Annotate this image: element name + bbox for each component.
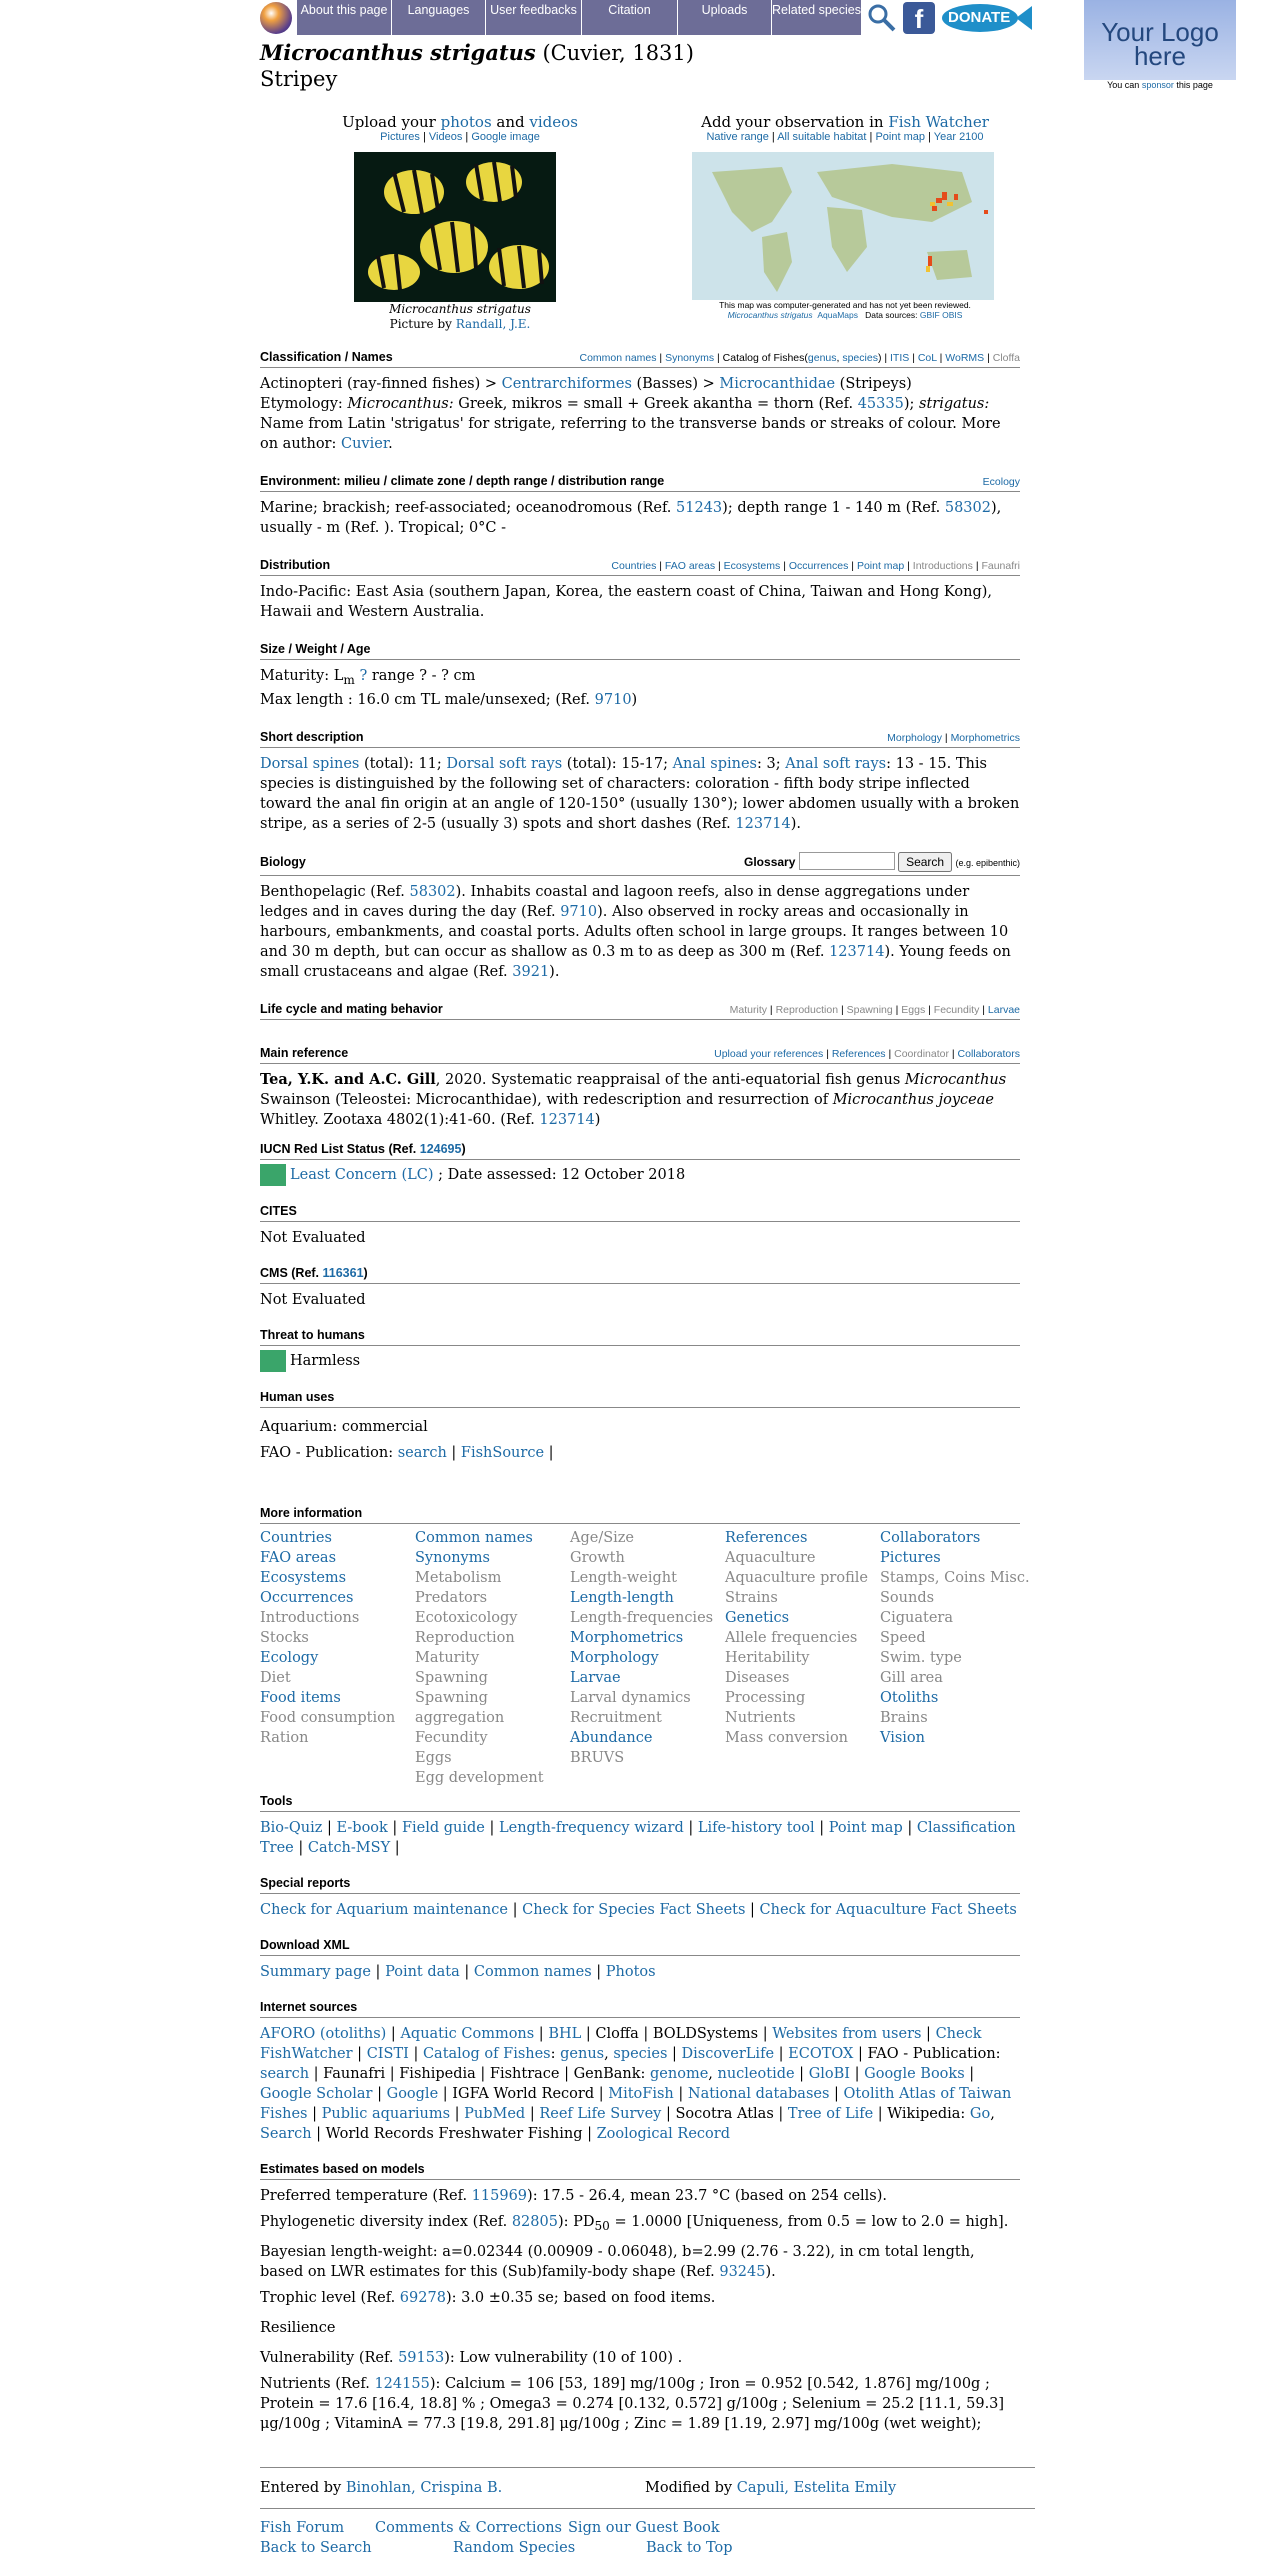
videos-link[interactable]: videos: [529, 113, 578, 131]
larvae-link[interactable]: Larvae: [987, 1003, 1020, 1016]
page-title: Microcanthus strigatus (Cuvier, 1831) Stripey: [260, 40, 694, 91]
biology-section: [260, 852, 1020, 982]
more-info-item: Mass conversion: [725, 1729, 849, 1746]
countries-link[interactable]: Countries: [611, 560, 657, 572]
fao-publication-line: FAO - Publication: search | FishSource |: [260, 1444, 554, 1461]
more-info-item: Recruitment: [570, 1709, 662, 1726]
glossary-label: Glossary: [744, 854, 796, 869]
internet-source-text: |: [534, 2025, 549, 2042]
internet-source-text: | IGFA World Record |: [438, 2085, 609, 2102]
main-reference-text: Tea, Y.K. and A.C. Gill, 2020. Systematic reappraisal of the anti-equatorial fish genus Microcanthus Swainson (Teleostei: Microcanthidae), with redescription and resurrection of Microcanthus joyceae Whitley. Zootaxa 4802(1):41-60. (Ref. 123714): [260, 1070, 1007, 1128]
map-note: This map was computer-generated and has not yet been reviewed. Microcanthus strigatus AquaMaps Data sources: GBIF OBIS: [719, 300, 971, 320]
modified-by-link[interactable]: Capuli, Estelita Emily: [736, 2480, 897, 2496]
max-length-line: Max length : 16.0 cm TL male/unsexed; (Ref. 9710): [260, 691, 638, 708]
internet-source-link[interactable]: Google Books: [864, 2065, 965, 2082]
family-link[interactable]: Microcanthidae: [719, 376, 836, 392]
internet-source-text: |: [408, 2045, 423, 2062]
internet-source-text: | FAO - Publication:: [853, 2045, 1001, 2062]
cms-heading: CMS (Ref. 116361): [260, 1265, 368, 1280]
point-map-link[interactable]: Point map: [875, 131, 925, 143]
comments-corrections-link[interactable]: Comments & Corrections: [375, 2520, 562, 2536]
more-info-item[interactable]: Length-length: [570, 1589, 674, 1606]
back-to-top-link[interactable]: Back to Top: [646, 2540, 733, 2556]
more-info-item: Heritability: [725, 1649, 810, 1666]
vulnerability: Vulnerability (Ref. 59153): Low vulnerability (10 of 100) .: [260, 2349, 683, 2366]
ref-link[interactable]: 59153: [398, 2349, 445, 2366]
more-info-item: Sounds: [880, 1589, 935, 1606]
more-info-item: Spawning aggregation: [415, 1689, 505, 1726]
more-info-item[interactable]: Ecology: [260, 1649, 319, 1666]
more-info-item: Speed: [880, 1629, 926, 1646]
donate-button[interactable]: DONATE: [940, 2, 1032, 34]
internet-source-link[interactable]: Tree of Life: [787, 2105, 874, 2122]
more-info-column: [260, 1528, 415, 1788]
internet-source-link[interactable]: Check FishWatcher: [260, 2025, 982, 2062]
ref-link[interactable]: 45335: [857, 396, 904, 412]
threat-section: [260, 1328, 1020, 1372]
point-map-link[interactable]: Point map: [856, 560, 905, 572]
classification-heading: Classification / Names: [260, 350, 393, 364]
tab-related-species[interactable]: Related species: [772, 0, 862, 35]
environment-text: Marine; brackish; reef-associated; oceanodromous (Ref. 51243); depth range 1 - 140 m (Ref. 58302), usually - m (Ref. ). Tropical; 0°C -: [260, 500, 1002, 536]
internet-sources-heading: Internet sources: [260, 1999, 358, 2014]
fish-watcher-link[interactable]: Fish Watcher: [888, 113, 989, 131]
ref-link[interactable]: 123714: [539, 1111, 595, 1128]
environment-section: [260, 474, 1020, 538]
sponsor-note: You can sponsor this page: [1107, 80, 1213, 90]
more-info-item[interactable]: Morphology: [570, 1649, 659, 1666]
entered-by-link[interactable]: Binohlan, Crispina B.: [345, 2480, 503, 2496]
biology-text: Benthopelagic (Ref. 58302). Inhabits coastal and lagoon reefs, also in dense aggregations under ledges and in caves during the day (Ref. 9710). Also observed in rocky areas and occasionally in harbours, embankments, and coastal ports. Adults often school in large groups. It ranges between 10 and 30 m depth, but can occur as shallow as 0.3 m to as deep as 300 m (Ref. 123714). Young feeds on small crustaceans and algae (Ref. 3921).: [260, 883, 1011, 980]
tools-link[interactable]: E-book: [336, 1819, 388, 1836]
internet-source-link[interactable]: Aquatic Commons: [400, 2025, 535, 2042]
tools-link[interactable]: Classification Tree: [260, 1819, 1016, 1856]
ref-link[interactable]: 123714: [735, 815, 791, 832]
dorsal-spines-link[interactable]: Dorsal spines: [260, 755, 360, 772]
internet-source-link[interactable]: Public aquariums: [321, 2105, 451, 2122]
common-names-link[interactable]: Common names: [579, 352, 657, 364]
internet-source-text: | World Records Freshwater Fishing |: [311, 2125, 597, 2142]
internet-source-link[interactable]: National databases: [687, 2085, 830, 2102]
internet-source-text: ,: [990, 2105, 995, 2122]
internet-source-text: :: [550, 2045, 561, 2062]
footer-links: [260, 2518, 733, 2558]
ref-link[interactable]: 9710: [594, 691, 632, 708]
threat-swatch: [260, 1350, 286, 1372]
fishbase-globe-logo[interactable]: [260, 2, 292, 34]
internet-source-link[interactable]: PubMed: [464, 2105, 526, 2122]
more-info-item[interactable]: Common names: [415, 1529, 533, 1546]
iucn-section: IUCN Red List Status (Ref. 124695) Least Concern (LC) ; Date assessed: 12 October 2018: [260, 1142, 1020, 1186]
internet-source-link[interactable]: genome: [650, 2065, 709, 2082]
etymology: Etymology: Microcanthus: Greek, mikros = small + Greek akantha = thorn (Ref. 45335); strigatus: Name from Latin 'strigatus' for strigate, referring to the transverse bands or streaks of colour. More on author: Cuvier.: [260, 396, 1001, 452]
year-2100-link[interactable]: Year 2100: [933, 131, 984, 143]
more-info-item: Aquaculture profile: [725, 1569, 868, 1586]
more-info-item: Predators: [415, 1589, 488, 1606]
estimates-section: [260, 2162, 1020, 2434]
internet-source-text: |: [352, 2045, 367, 2062]
more-info-item: Ciguatera: [880, 1609, 953, 1626]
life-cycle-section: Life cycle and mating behavior Maturity | Reproduction | Spawning | Eggs | Fecundity | Larvae: [260, 1002, 1020, 1020]
internet-source-text: |: [450, 2105, 465, 2122]
special-link[interactable]: Check for Aquarium maintenance: [260, 1901, 508, 1918]
more-info-item: Gill area: [880, 1669, 943, 1686]
collaborators-link[interactable]: Collaborators: [957, 1047, 1020, 1060]
more-info-item: Processing: [725, 1689, 806, 1706]
tools-link[interactable]: Life-history tool: [697, 1819, 815, 1836]
photos-link[interactable]: photos: [440, 113, 492, 131]
more-info-item: Aquaculture: [725, 1549, 816, 1566]
internet-source-link[interactable]: ECOTOX: [788, 2045, 854, 2062]
more-info-item[interactable]: References: [725, 1529, 808, 1546]
facebook-icon[interactable]: f: [903, 2, 935, 34]
internet-source-link[interactable]: Search: [260, 2125, 312, 2142]
internet-source-link[interactable]: Go: [969, 2105, 991, 2122]
modified-by: Modified by Capuli, Estelita Emily: [645, 2480, 897, 2496]
internet-source-text: |: [829, 2085, 844, 2102]
life-cycle-heading: Life cycle and mating behavior: [260, 1001, 443, 1016]
entered-by: Entered by Binohlan, Crispina B.: [260, 2480, 503, 2496]
tab-languages[interactable]: Languages: [392, 0, 486, 35]
cof-genus-link[interactable]: genus: [807, 352, 837, 364]
anal-soft-rays-link[interactable]: Anal soft rays: [785, 755, 887, 772]
main-reference-heading: Main reference: [260, 1045, 349, 1060]
internet-source-text: |: [372, 2085, 387, 2102]
suitable-habitat-link[interactable]: All suitable habitat: [777, 131, 867, 143]
ref-link[interactable]: 115969: [471, 2187, 528, 2204]
xml-link[interactable]: Point data: [385, 1963, 460, 1980]
search-icon[interactable]: [866, 2, 898, 34]
more-info-item: Stocks: [260, 1629, 309, 1646]
internet-source-link[interactable]: nucleotide: [717, 2065, 795, 2082]
internet-sources-list: [260, 2018, 1020, 2144]
human-uses-value: Aquarium: commercial: [260, 1418, 428, 1435]
more-information-section: [260, 1505, 1030, 1788]
more-info-item: Length-frequencies: [570, 1609, 714, 1626]
special-link[interactable]: Check for Species Fact Sheets: [522, 1901, 746, 1918]
tab-citation[interactable]: Citation: [582, 0, 678, 35]
internet-source-link[interactable]: CISTI: [366, 2045, 409, 2062]
more-info-item[interactable]: Food items: [260, 1689, 341, 1706]
cms-section: [260, 1266, 1020, 1310]
cof-species-link[interactable]: species: [842, 352, 878, 364]
internet-source-link[interactable]: species: [613, 2045, 668, 2062]
occurrences-link[interactable]: Occurrences: [788, 560, 849, 572]
special-reports-heading: Special reports: [260, 1875, 351, 1890]
distribution-map[interactable]: [692, 152, 994, 300]
internet-source-text: ,: [708, 2065, 718, 2082]
ecology-link[interactable]: Ecology: [982, 476, 1020, 488]
internet-source-text: |: [794, 2065, 809, 2082]
trophic-level: Trophic level (Ref. 69278): 3.0 ±0.35 se; based on food items.: [260, 2289, 716, 2306]
ref-link[interactable]: 3921: [512, 963, 550, 980]
internet-source-link[interactable]: AFORO (otoliths): [260, 2025, 387, 2042]
more-info-item[interactable]: Collaborators: [880, 1529, 981, 1546]
aquamaps-link[interactable]: AquaMaps: [817, 310, 858, 320]
internet-source-text: | Socotra Atlas |: [661, 2105, 788, 2122]
synonyms-link[interactable]: Synonyms: [665, 352, 715, 364]
internet-source-link[interactable]: Google: [386, 2085, 439, 2102]
preferred-temperature: Preferred temperature (Ref. 115969): 17.5 - 26.4, mean 23.7 °C (based on 254 cells).: [260, 2187, 888, 2204]
environment-heading: Environment: milieu / climate zone / depth range / distribution range: [260, 474, 665, 488]
more-info-item: Ecotoxicology: [415, 1609, 518, 1626]
more-info-column: [880, 1528, 1035, 1788]
internet-source-text: |: [307, 2105, 322, 2122]
observation-block: Add your observation in Fish Watcher Native range | All suitable habitat | Point map | Year 2100: [701, 113, 989, 143]
internet-source-link[interactable]: BHL: [548, 2025, 582, 2042]
cms-value: Not Evaluated: [260, 1291, 366, 1308]
internet-source-link[interactable]: DiscoverLife: [681, 2045, 775, 2062]
photo-credit-link[interactable]: Randall, J.E.: [455, 317, 531, 331]
internet-source-text: | Cloffa | BOLDSystems |: [581, 2025, 773, 2042]
fishsource-link[interactable]: FishSource: [460, 1444, 545, 1461]
more-info-item: Strains: [725, 1589, 778, 1606]
internet-sources-section: [260, 2000, 1020, 2144]
footer-divider: [260, 2467, 1035, 2468]
more-info-item[interactable]: Genetics: [725, 1609, 790, 1626]
worms-link[interactable]: WoRMS: [945, 352, 985, 364]
download-xml-section: [260, 1938, 1020, 1982]
ref-link[interactable]: 58302: [944, 500, 991, 516]
tools-heading: Tools: [260, 1793, 293, 1808]
ref-link[interactable]: 124695: [419, 1141, 462, 1156]
more-info-item: Growth: [570, 1549, 625, 1566]
distribution-heading: Distribution: [260, 558, 331, 572]
morphometrics-link[interactable]: Morphometrics: [950, 731, 1020, 744]
videos-sub-link[interactable]: Videos: [428, 131, 463, 143]
iucn-status-link[interactable]: Least Concern (LC): [290, 1166, 434, 1183]
ref-link[interactable]: 9710: [560, 903, 598, 920]
more-info-item: Nutrients: [725, 1709, 796, 1726]
more-info-item[interactable]: Abundance: [570, 1729, 653, 1746]
itis-link[interactable]: ITIS: [890, 352, 910, 364]
more-info-item: Introductions: [260, 1609, 360, 1626]
more-info-item: Diet: [260, 1669, 291, 1686]
internet-source-link[interactable]: genus: [560, 2045, 605, 2062]
classification-line: Actinopteri (ray-finned fishes) > Centrarchiformes (Basses) > Microcanthidae (Stripeys): [260, 376, 912, 392]
tools-link[interactable]: Length-frequency wizard: [498, 1819, 684, 1836]
internet-source-link[interactable]: GloBI: [808, 2065, 851, 2082]
classification-section: [260, 350, 1020, 454]
morphology-link[interactable]: Morphology: [887, 731, 942, 744]
random-species-link[interactable]: Random Species: [453, 2540, 576, 2556]
internet-source-link[interactable]: Otolith Atlas of Taiwan Fishes: [260, 2085, 1012, 2122]
more-information-grid: [260, 1524, 1030, 1788]
more-info-item: BRUVS: [570, 1749, 625, 1766]
more-info-column: [415, 1528, 570, 1788]
iucn-heading: IUCN Red List Status (Ref. 124695): [260, 1141, 466, 1156]
short-description-heading: Short description: [260, 729, 364, 744]
internet-source-text: |: [964, 2065, 975, 2082]
ecosystems-link[interactable]: Ecosystems: [723, 560, 781, 572]
fao-search-link[interactable]: search: [397, 1444, 447, 1461]
bayesian-length-weight: Bayesian length-weight: a=0.02344 (0.00909 - 0.06048), b=2.99 (2.76 - 3.22), in cm total length, based on LWR estimates for this (Sub)family-body shape (Ref. 93245).: [260, 2243, 975, 2280]
tools-link[interactable]: Point map: [828, 1819, 903, 1836]
size-heading: Size / Weight / Age: [260, 642, 371, 656]
distribution-section: Distribution Countries | FAO areas | Ecosystems | Occurrences | Point map | Introductions | Faunafri Indo-Pacific: East Asia (southern Japan, Korea, the eastern coast of China, Taiwan and Hong Kong), Hawaii and Western Australia.: [260, 558, 1020, 620]
dorsal-soft-rays-link[interactable]: Dorsal soft rays: [446, 755, 563, 772]
more-info-item: Fecundity: [415, 1729, 488, 1746]
maturity-line: Maturity: $L_m$ ? range ? - ? cm: [260, 668, 476, 687]
internet-source-link[interactable]: Websites from users: [772, 2025, 922, 2042]
threat-heading: Threat to humans: [260, 1327, 365, 1342]
internet-source-link[interactable]: MitoFish: [608, 2085, 674, 2102]
xml-link[interactable]: Summary page: [260, 1963, 371, 1980]
tools-link[interactable]: Catch-MSY: [307, 1839, 391, 1856]
tab-uploads[interactable]: Uploads: [678, 0, 772, 35]
order-link[interactable]: Centrarchiformes: [501, 376, 632, 392]
more-info-item[interactable]: FAO areas: [260, 1549, 337, 1566]
human-uses-heading: Human uses: [260, 1389, 335, 1404]
ref-link[interactable]: 69278: [399, 2289, 446, 2306]
fish-photo[interactable]: [354, 152, 556, 302]
more-info-item: Eggs: [415, 1749, 452, 1766]
classification-links: Common names | Synonyms | Catalog of Fishes(genus, species) | ITIS | CoL | WoRMS | Cloffa: [579, 352, 1020, 364]
more-info-item[interactable]: Morphometrics: [570, 1629, 684, 1646]
sponsor-link[interactable]: sponsor: [1141, 80, 1174, 90]
more-info-item[interactable]: Ecosystems: [260, 1569, 347, 1586]
short-description-section: Short description Morphology | Morphometrics Dorsal spines (total): 11; Dorsal soft rays (total): 15-17; Anal spines: 3; Anal soft rays: 13 - 15. This species is distinguished by the following set of characters: coloration - fifth body stripe inflected toward the anal fin origin at an angle of 120-150° (usually 130°); lower abdomen usually with a broken stripe, as a series of 2-5 (usually 3) spots and short dashes (Ref. 123714).: [260, 729, 1020, 832]
internet-source-link[interactable]: Reef Life Survey: [539, 2105, 662, 2122]
distribution-text: Indo-Pacific: East Asia (southern Japan, Korea, the eastern coast of China, Taiwan and Hong Kong), Hawaii and Western Australia.: [260, 584, 992, 620]
anal-spines-link[interactable]: Anal spines: [672, 755, 758, 772]
internet-source-link[interactable]: Zoological Record: [596, 2125, 730, 2142]
upload-block: Upload your photos and videos Pictures | Videos | Google image: [342, 113, 578, 143]
more-info-item: Reproduction: [415, 1629, 515, 1646]
tab-user-feedbacks[interactable]: User feedbacks: [486, 0, 582, 35]
more-info-item: Brains: [880, 1709, 928, 1726]
threat-value: Harmless: [290, 1352, 361, 1369]
map-species-link[interactable]: Microcanthus strigatus: [727, 310, 813, 320]
more-info-item[interactable]: Occurrences: [260, 1589, 354, 1606]
ref-link[interactable]: 82805: [511, 2213, 558, 2230]
upload-references-link[interactable]: Upload your references: [714, 1047, 824, 1060]
more-info-item: Maturity: [415, 1649, 480, 1666]
tools-section: [260, 1794, 1020, 1858]
resilience: Resilience: [260, 2319, 336, 2336]
back-to-search-link[interactable]: Back to Search: [260, 2540, 372, 2556]
biology-heading: Biology: [260, 854, 306, 869]
ref-link[interactable]: 58302: [409, 883, 456, 900]
tab-about[interactable]: About this page: [297, 0, 392, 35]
more-info-item: Larval dynamics: [570, 1689, 691, 1706]
internet-source-text: ,: [604, 2045, 614, 2062]
internet-source-text: | Wikipedia:: [873, 2105, 970, 2122]
glossary-example: (e.g. epibenthic): [955, 857, 1020, 868]
more-info-item[interactable]: Pictures: [880, 1549, 941, 1566]
estimates-heading: Estimates based on models: [260, 2161, 425, 2176]
guest-book-link[interactable]: Sign our Guest Book: [568, 2520, 720, 2536]
more-info-item[interactable]: Larvae: [570, 1669, 621, 1686]
special-reports-section: [260, 1876, 1020, 1920]
more-info-item: Egg development: [415, 1769, 544, 1786]
human-uses-section: [260, 1390, 1020, 1466]
ref-link[interactable]: 93245: [719, 2263, 766, 2280]
more-info-column: [570, 1528, 725, 1788]
tools-link[interactable]: Field guide: [401, 1819, 485, 1836]
main-reference-section: Main reference Upload your references | References | Coordinator | Collaborators Tea, Y.K. and A.C. Gill, 2020. Systematic reappraisal of the anti-equatorial fish genus Microcanthus Swainson (Teleostei: Microcanthidae), with redescription and resurrection of Microcanthus joyceae Whitley. Zootaxa 4802(1):41-60. (Ref. 123714): [260, 1045, 1020, 1128]
internet-source-text: |: [921, 2025, 936, 2042]
size-section: [260, 642, 1020, 710]
internet-source-text: |: [673, 2085, 688, 2102]
more-info-item: Allele frequencies: [725, 1629, 858, 1646]
internet-source-link[interactable]: Catalog of Fishes: [422, 2045, 551, 2062]
ref-link[interactable]: 51243: [676, 500, 723, 516]
special-reports-list: Check for Aquarium maintenance | Check for Species Fact Sheets | Check for Aquaculture Fact Sheets: [260, 1901, 1017, 1918]
fao-areas-link[interactable]: FAO areas: [664, 560, 716, 572]
fish-forum-link[interactable]: Fish Forum: [260, 2520, 345, 2536]
photo-caption: Microcanthus strigatus Picture by Randall, J.E.: [389, 302, 531, 331]
internet-source-text: |: [667, 2045, 682, 2062]
internet-source-text: |: [525, 2105, 540, 2122]
tools-link[interactable]: Bio-Quiz: [260, 1819, 323, 1836]
download-xml-list: Summary page | Point data | Common names | Photos: [260, 1963, 656, 1980]
author-link[interactable]: Cuvier: [340, 436, 389, 452]
more-info-item[interactable]: Otoliths: [880, 1689, 939, 1706]
more-info-item: Length-weight: [570, 1569, 677, 1586]
col-link[interactable]: CoL: [917, 352, 937, 364]
more-info-item: Diseases: [725, 1669, 790, 1686]
gbif-obis-link[interactable]: GBIF OBIS: [919, 310, 963, 320]
ref-link[interactable]: 116361: [322, 1265, 364, 1280]
tools-list: Bio-Quiz | E-book | Field guide | Length-frequency wizard | Life-history tool | Point map | Classification Tree | Catch-MSY |: [260, 1819, 1016, 1856]
more-info-item: Ration: [260, 1729, 309, 1746]
phylogenetic-diversity: Phylogenetic diversity index (Ref. 82805): $PD_{50} = 1.0000$ [Uniqueness, from 0.5 = low to 2.0 = high].: [260, 2213, 1009, 2233]
download-xml-heading: Download XML: [260, 1937, 350, 1952]
pictures-link[interactable]: Pictures: [380, 131, 420, 143]
xml-link[interactable]: Common names: [473, 1963, 592, 1980]
internet-source-text: |: [850, 2065, 865, 2082]
glossary-search-button[interactable]: Search: [898, 852, 952, 872]
cites-value: Not Evaluated: [260, 1229, 366, 1246]
more-info-item: Stamps, Coins Misc.: [880, 1569, 1030, 1586]
xml-link[interactable]: Photos: [605, 1963, 656, 1980]
more-information-heading: More information: [260, 1505, 363, 1520]
more-info-item: Spawning: [415, 1669, 488, 1686]
maturity-link[interactable]: ?: [359, 668, 368, 684]
native-range-link[interactable]: Native range: [706, 131, 769, 143]
more-info-item[interactable]: Synonyms: [415, 1549, 490, 1566]
internet-source-text: | Faunafri | Fishipedia | Fishtrace | GenBank:: [309, 2065, 651, 2082]
nutrients: Nutrients (Ref. 124155): Calcium = 106 [53, 189] mg/100g ; Iron = 0.952 [0.542, 1.876] mg/100g ; Protein = 17.6 [16.4, 18.8] % ; Omega3 = 0.274 [0.132, 0.572] g/100g ; Selenium = 25.2 [11.1, 59.3] μg/100g ; VitaminA = 77.3 [19.8, 291.8] μg/100g ; Zinc = 1.89 [1.19, 2.97] mg/100g (wet weight);: [260, 2375, 1005, 2432]
more-info-item: Metabolism: [415, 1569, 502, 1586]
more-info-item: Food consumption: [260, 1709, 396, 1726]
more-info-item[interactable]: Vision: [880, 1729, 926, 1746]
your-logo-placeholder[interactable]: Your Logo here: [1084, 0, 1236, 80]
footer-divider: [260, 2508, 1035, 2509]
internet-source-link[interactable]: search: [260, 2065, 310, 2082]
references-link[interactable]: References: [831, 1047, 886, 1060]
cites-section: [260, 1204, 1020, 1248]
more-info-item[interactable]: Countries: [260, 1529, 332, 1546]
more-info-column: [725, 1528, 880, 1788]
internet-source-text: |: [386, 2025, 401, 2042]
short-description-text: Dorsal spines (total): 11; Dorsal soft rays (total): 15-17; Anal spines: 3; Anal soft rays: 13 - 15. This species is distinguished by the following set of characters: coloration - fifth body stripe inflected toward the anal fin origin at an angle of 120-150° (usually 130°); lower abdomen usually with a broken stripe, as a series of 2-5 (usually 3) spots and short dashes (Ref. 123714).: [260, 755, 1020, 832]
internet-source-link[interactable]: Google Scholar: [260, 2085, 373, 2102]
more-info-item: Swim. type: [880, 1649, 962, 1666]
internet-source-text: |: [774, 2045, 789, 2062]
more-info-item: Age/Size: [570, 1529, 635, 1546]
ref-link[interactable]: 123714: [829, 943, 885, 960]
glossary-input[interactable]: [799, 852, 895, 870]
special-link[interactable]: Check for Aquaculture Fact Sheets: [759, 1901, 1017, 1918]
iucn-status-swatch: [260, 1164, 286, 1186]
cites-heading: CITES: [260, 1203, 297, 1218]
ref-link[interactable]: 124155: [374, 2375, 430, 2392]
google-image-link[interactable]: Google image: [471, 131, 540, 143]
